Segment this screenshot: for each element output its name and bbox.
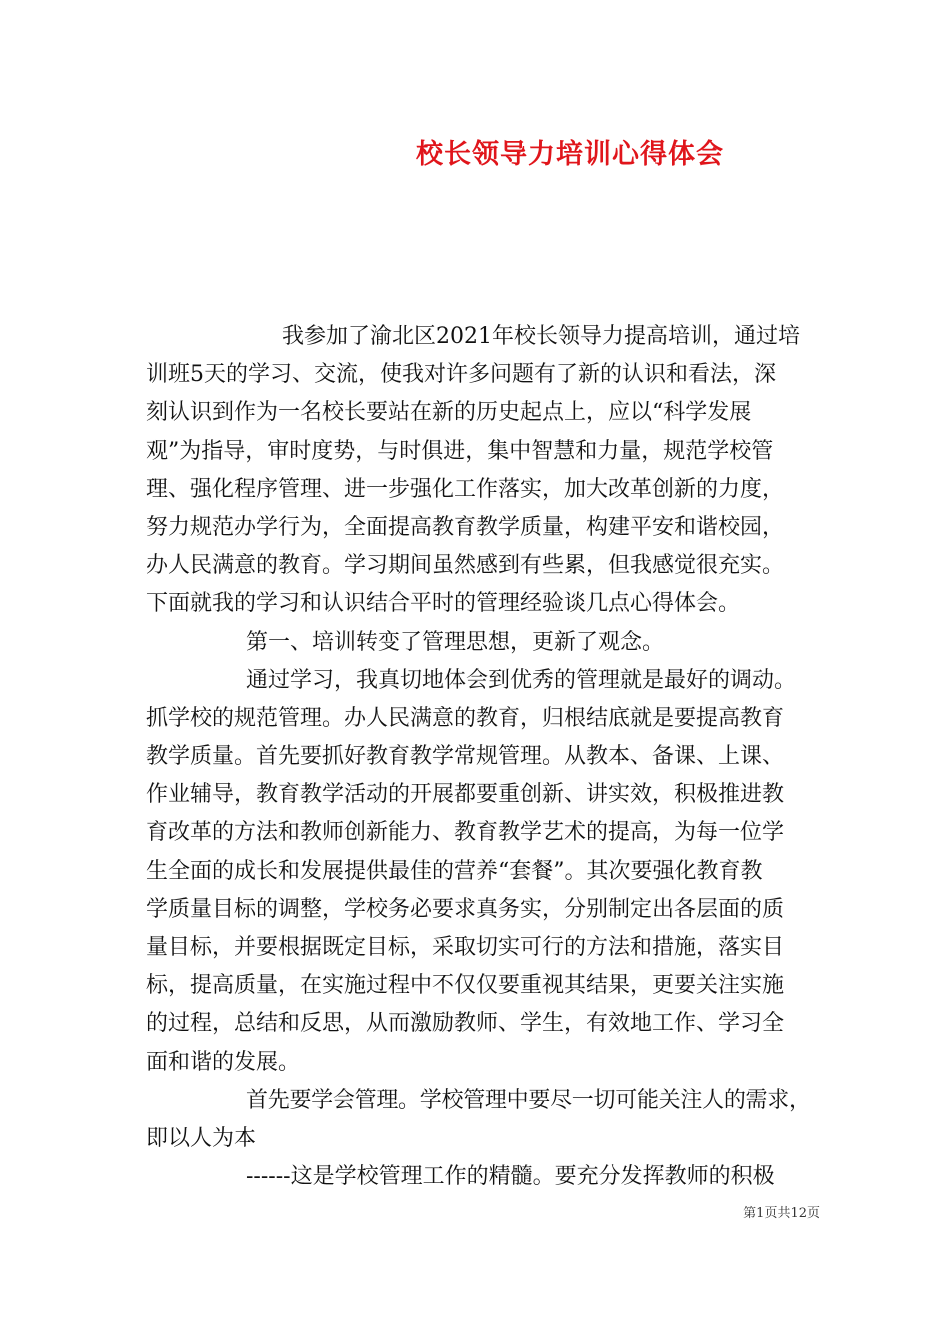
text-line: ------这是学校管理工作的精髓。要充分发挥教师的积极: [246, 1164, 775, 1190]
text-line: 理、强化程序管理、进一步强化工作落实，加大改革创新的力度，: [146, 476, 785, 502]
text-line: 即以人为本: [146, 1125, 257, 1151]
text-line: 育改革的方法和教师创新能力、教育教学艺术的提高，为每一位学: [146, 820, 785, 846]
text-line: 抓学校的规范管理。办人民满意的教育，归根结底就是要提高教育: [146, 705, 785, 731]
page-number-footer: 第1页共12页: [743, 1206, 820, 1221]
text-line: 学质量目标的调整，学校务必要求真务实，分别制定出各层面的质: [146, 896, 785, 922]
text-line: 训班5天的学习、交流，使我对许多问题有了新的认识和看法，深: [146, 362, 776, 388]
text-line: 下面就我的学习和认识结合平时的管理经验谈几点心得体会。: [146, 591, 741, 617]
text-line: 通过学习，我真切地体会到优秀的管理就是最好的调动。: [246, 667, 797, 693]
text-line: 量目标，并要根据既定目标，采取切实可行的方法和措施，落实目: [146, 935, 785, 960]
text-line: 生全面的成长和发展提供最佳的营养“套餐”。其次要强化教育教: [146, 858, 763, 884]
text-line: 首先要学会管理。学校管理中要尽一切可能关注人的需求，: [246, 1087, 811, 1113]
text-line: 教学质量。首先要抓好教育教学常规管理。从教本、备课、上课、: [146, 744, 785, 770]
text-line: 观”为指导，审时度势，与时俱进，集中智慧和力量，规范学校管: [146, 438, 774, 464]
document-title: 校长领导力培训心得体会: [416, 139, 724, 170]
text-line: 办人民满意的教育。学习期间虽然感到有些累，但我感觉很充实。: [146, 553, 785, 579]
text-line: 的过程，总结和反思，从而激励教师、学生，有效地工作、学习全: [146, 1011, 785, 1037]
text-line: 努力规范办学行为，全面提高教育教学质量，构建平安和谐校园，: [146, 514, 785, 540]
text-line: 作业辅导，教育教学活动的开展都要重创新、讲实效，积极推进教: [146, 782, 785, 808]
text-line: 我参加了渝北区2021年校长领导力提高培训，通过培: [282, 324, 800, 349]
document-body: [146, 318, 811, 1196]
text-line: 刻认识到作为一名校长要站在新的历史起点上，应以“科学发展: [146, 400, 752, 426]
text-line: 面和谐的发展。: [146, 1049, 301, 1075]
text-line: 标，提高质量，在实施过程中不仅仅要重视其结果，更要关注实施: [146, 973, 785, 999]
text-line: 第一、培训转变了管理思想，更新了观念。: [246, 629, 665, 655]
